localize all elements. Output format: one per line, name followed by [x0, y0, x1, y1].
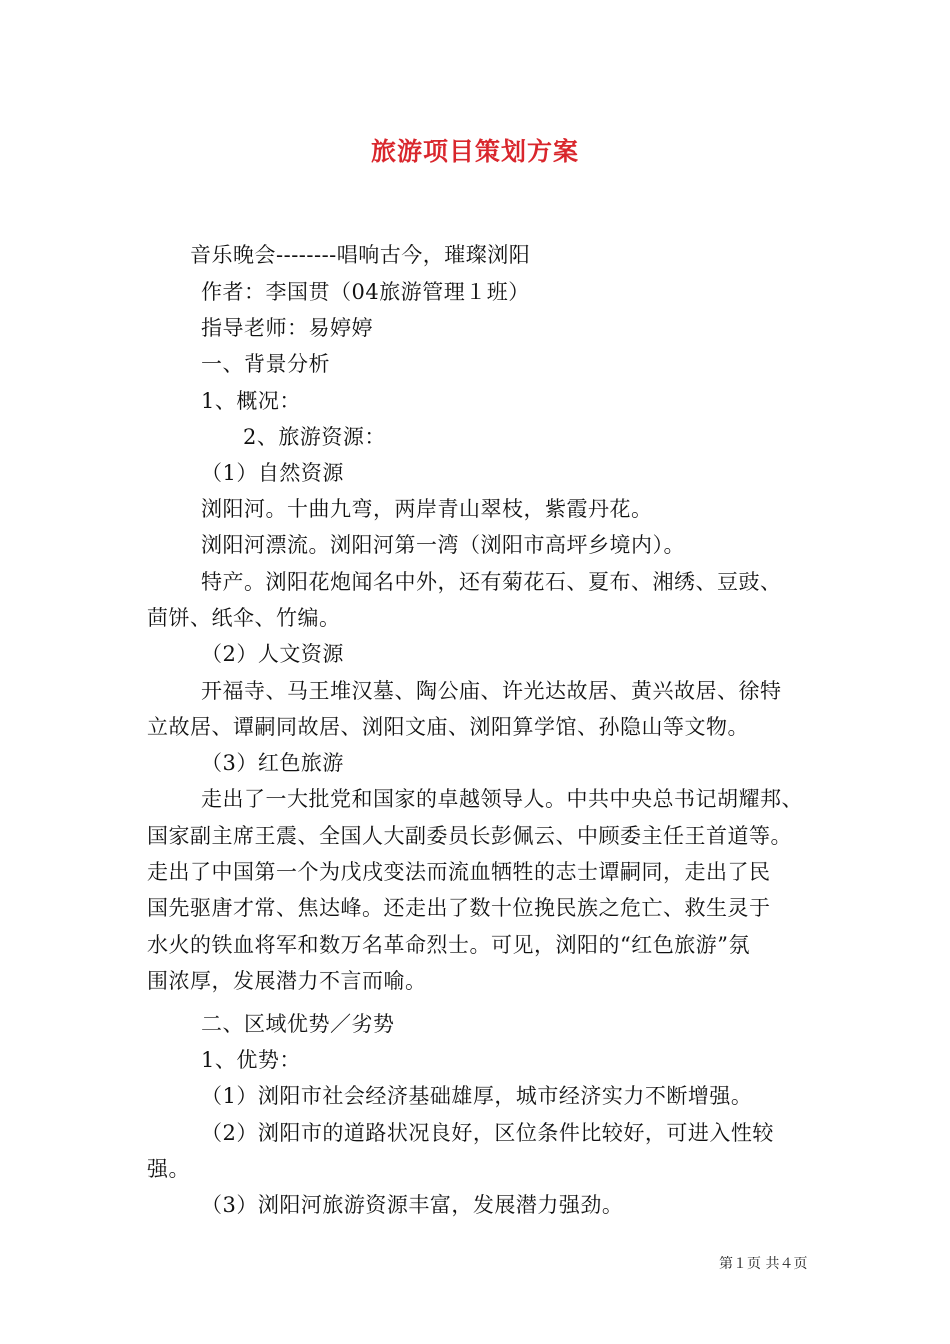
author-line: 作者：李国贯（04旅游管理１班） [201, 280, 530, 304]
page-title: 旅游项目策划方案 [370, 137, 579, 166]
paragraph-line: 走出了一大批党和国家的卓越领导人。中共中央总书记胡耀邦、 [201, 787, 803, 811]
subsection-resources: 2、旅游资源： [243, 425, 386, 449]
paragraph-line: 立故居、谭嗣同故居、浏阳文庙、浏阳算学馆、孙隐山等文物。 [147, 715, 749, 739]
paragraph-line: 浏阳河。十曲九弯，两岸青山翠枝，紫霞丹花。 [201, 497, 653, 521]
paragraph-line: 浏阳河漂流。浏阳河第一湾（浏阳市高坪乡境内）。 [201, 533, 685, 557]
advisor-line: 指导老师：易婷婷 [201, 316, 373, 340]
paragraph-line: 国先驱唐才常、焦达峰。还走出了数十位挽民族之危亡、救生灵于 [147, 896, 771, 920]
advantage-item: （3）浏阳河旅游资源丰富，发展潜力强劲。 [201, 1193, 624, 1217]
subtitle-line: 音乐晚会--------唱响古今，璀璨浏阳 [190, 243, 531, 267]
heading-humanities-resources: （2）人文资源 [201, 642, 344, 666]
advantage-item: （1）浏阳市社会经济基础雄厚，城市经济实力不断增强。 [201, 1084, 753, 1108]
paragraph-line: 国家副主席王震、全国人大副委员长彭佩云、中顾委主任王首道等。 [147, 824, 792, 848]
paragraph-line: 走出了中国第一个为戊戌变法而流血牺牲的志士谭嗣同，走出了民 [147, 860, 771, 884]
heading-red-tourism: （3）红色旅游 [201, 751, 344, 775]
paragraph-line: 茴饼、纸伞、竹编。 [147, 606, 341, 630]
paragraph-line: 开福寺、马王堆汉墓、陶公庙、许光达故居、黄兴故居、徐特 [201, 679, 782, 703]
paragraph-line: 围浓厚，发展潜力不言而喻。 [147, 969, 427, 993]
advantage-item: （2）浏阳市的道路状况良好，区位条件比较好，可进入性较 [201, 1121, 774, 1145]
subsection-overview: 1、概况： [201, 389, 301, 413]
section-heading-regional: 二、区域优势／劣势 [201, 1012, 395, 1036]
paragraph-line: 水火的铁血将军和数万名革命烈士。可见，浏阳的“红色旅游”氛 [147, 933, 750, 957]
heading-natural-resources: （1）自然资源 [201, 461, 344, 485]
page-number: 第１页 共４页 [719, 1256, 808, 1272]
paragraph-line: 特产。浏阳花炮闻名中外，还有菊花石、夏布、湘绣、豆豉、 [201, 570, 782, 594]
section-heading-background: 一、背景分析 [201, 352, 330, 376]
advantage-item-cont: 强。 [147, 1157, 190, 1181]
subsection-advantages: 1、优势： [201, 1048, 301, 1072]
